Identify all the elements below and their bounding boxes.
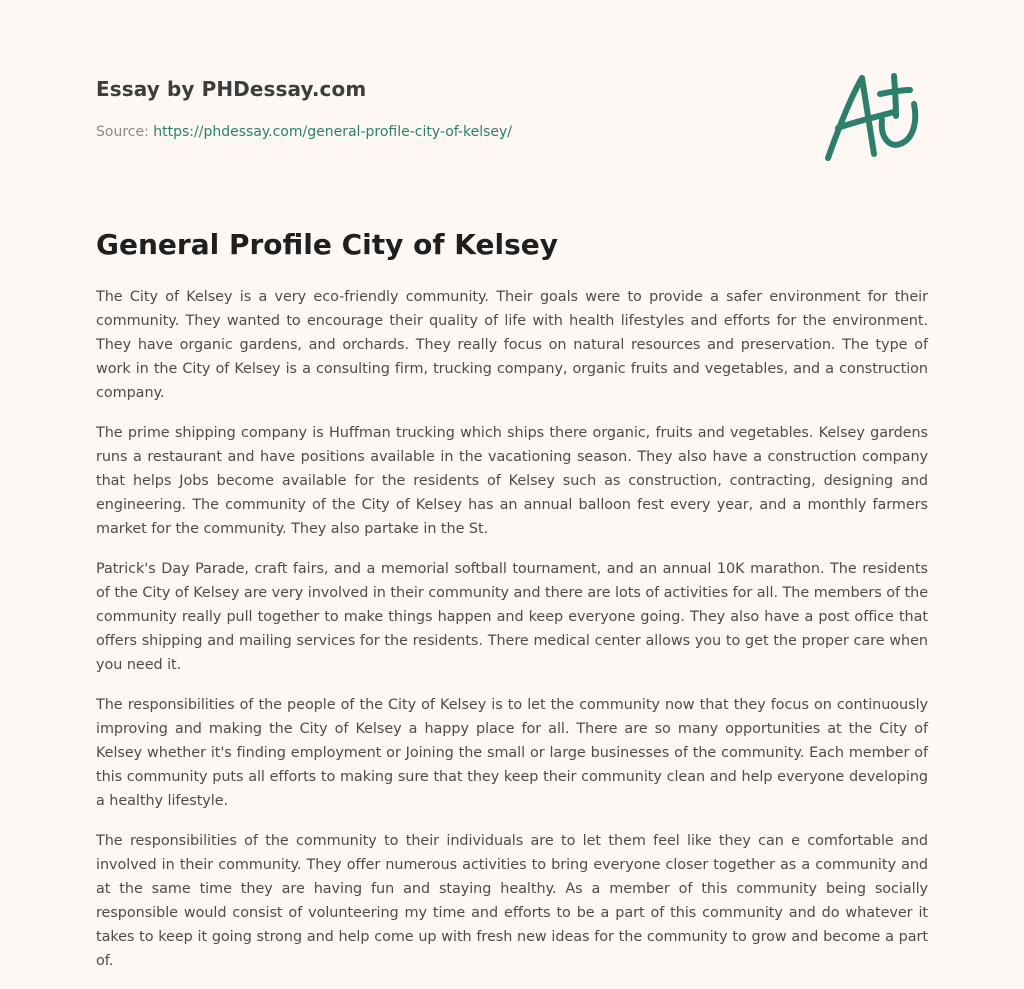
- essay-paragraph: The responsibilities of the people of the City of Kelsey is to let the community now that they focus on continuously improving and making the City of Kelsey a happy place for all. There are so many opportunities at the City of Kelsey whether it's finding employment or Joining the small or large businesses of the community. Each member of this community puts all efforts to making sure that they keep their community clean and help everyone developing a healthy lifestyle.: [96, 697, 928, 809]
- essay-title: General Profile City of Kelsey: [96, 228, 558, 261]
- essay-paragraph: The prime shipping company is Huffman trucking which ships there organic, fruits and vegetables. Kelsey gardens runs a restaurant and have positions available in the vacationing season. They also have a construction company that helps Jobs become available for the residents of Kelsey such as construction, contracting, designing and engineering. The community of the City of Kelsey has an annual balloon fest every year, and a monthly farmers market for the community. They also partake in the St.: [96, 425, 928, 537]
- essay-body: [96, 285, 928, 989]
- site-title: Essay by PHDessay.com: [96, 77, 367, 101]
- page-header: [96, 0, 928, 180]
- essay-paragraph: The City of Kelsey is a very eco-friendly community. Their goals were to provide a safer environment for their community. They wanted to encourage their quality of life with health lifestyles and efforts for the environment. They have organic gardens, and orchards. They really focus on natural resources and preservation. The type of work in the City of Kelsey is a consulting firm, trucking company, organic fruits and vegetables, and a construction company.: [96, 289, 928, 401]
- essay-paragraph: Patrick's Day Parade, craft fairs, and a memorial softball tournament, and an annual 10K marathon. The residents of the City of Kelsey are very involved in their community and there are lots of activities for all. The members of the community really pull together to make things happen and keep everyone going. They also have a post office that offers shipping and mailing services for the residents. There medical center allows you to get the proper care when you need it.: [96, 561, 928, 673]
- essay-page: [96, 0, 928, 969]
- source-line: [96, 124, 512, 140]
- source-label: Source:: [96, 124, 154, 140]
- source-link[interactable]: https://phdessay.com/general-profile-city-of-kelsey/: [153, 124, 512, 140]
- essay-paragraph: The responsibilities of the community to their individuals are to let them feel like they can e comfortable and involved in their community. They offer numerous activities to bring everyone closer together as a community and at the same time they are having fun and staying healthy. As a member of this community being socially responsible would consist of volunteering my time and efforts to be a part of this community and do whatever it takes to keep it going strong and help come up with fresh new ideas for the community to grow and become a part of.: [96, 833, 928, 969]
- a-plus-grade-icon: [824, 68, 928, 164]
